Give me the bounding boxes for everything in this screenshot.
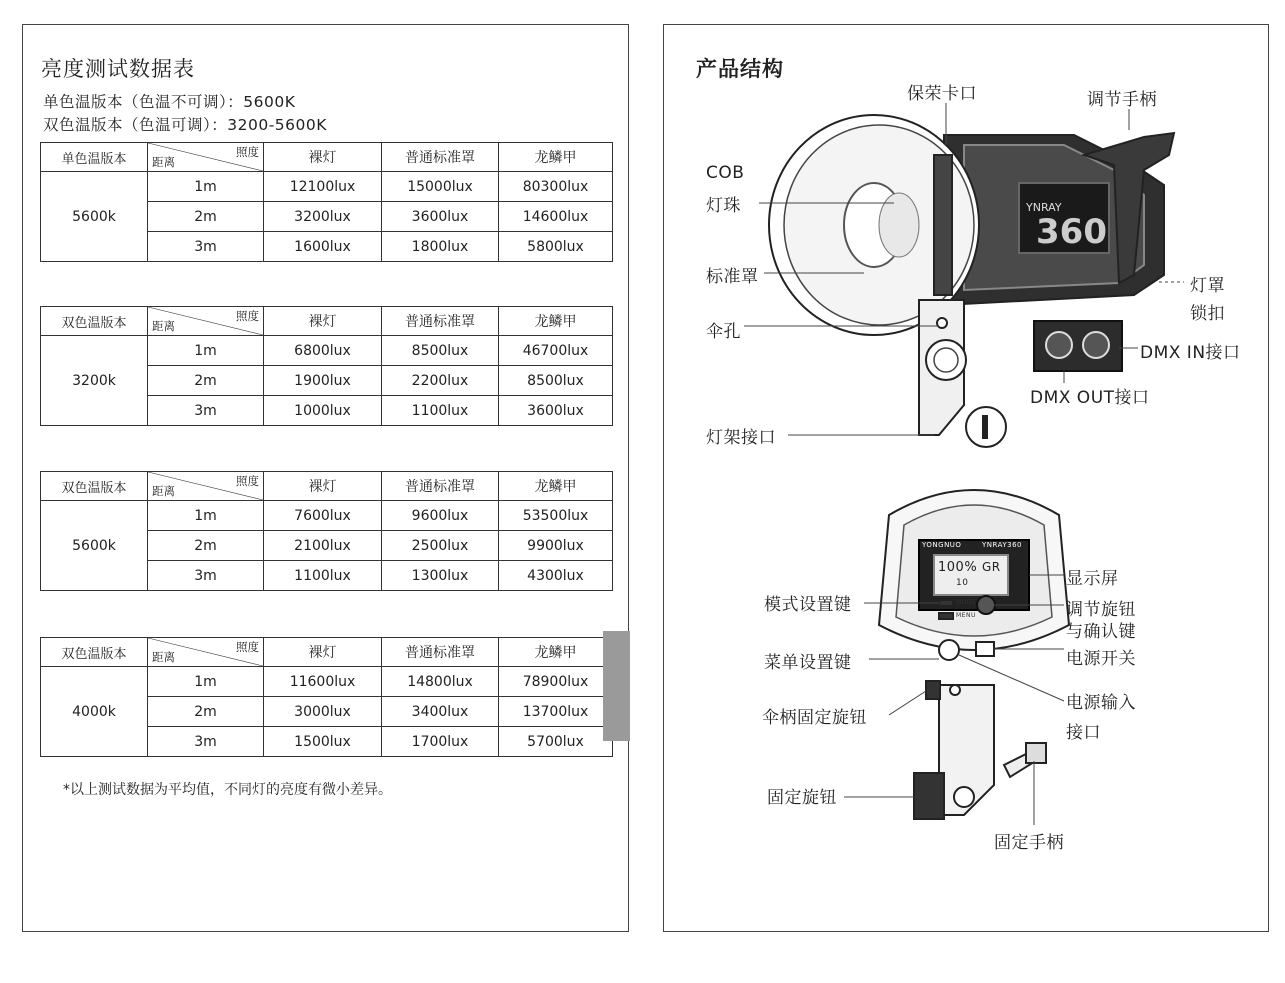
single-temp-note: 单色温版本（色温不可调）：5600K — [43, 93, 296, 111]
col-header-bare: 裸灯 — [264, 143, 382, 172]
distance-cell: 3m — [148, 561, 264, 591]
distance-cell: 1m — [148, 501, 264, 531]
label-handle: 调节手柄 — [1087, 90, 1157, 110]
adjust-knob — [977, 596, 995, 614]
col-header-standard: 普通标准罩 — [382, 307, 499, 336]
distance-cell: 2m — [148, 202, 264, 232]
scale-lux-cell: 46700lux — [499, 336, 613, 366]
bare-lux-cell: 12100lux — [264, 172, 382, 202]
standard-lux-cell: 1100lux — [382, 396, 499, 426]
illuminance-label: 照度 — [236, 640, 259, 654]
diagonal-header — [148, 143, 264, 172]
screen-percent: 100% — [938, 560, 978, 575]
illuminance-label: 照度 — [236, 145, 259, 159]
diagonal-header — [148, 307, 264, 336]
label-cob-2: 灯珠 — [706, 196, 741, 216]
product-structure-diagram — [664, 25, 1270, 933]
table-row — [41, 336, 613, 366]
standard-lux-cell: 1300lux — [382, 561, 499, 591]
standard-lux-cell: 2500lux — [382, 531, 499, 561]
dual-temp-note: 双色温版本（色温可调）：3200-5600K — [43, 116, 327, 134]
right-page — [663, 24, 1269, 932]
bare-lux-cell: 6800lux — [264, 336, 382, 366]
label-power-input-1: 电源输入 — [1066, 693, 1136, 713]
illuminance-label: 照度 — [236, 309, 259, 323]
bare-lux-cell: 1100lux — [264, 561, 382, 591]
standard-lux-cell: 1800lux — [382, 232, 499, 262]
standard-lux-cell: 3400lux — [382, 697, 499, 727]
temperature-cell: 5600k — [41, 501, 148, 591]
power-switch — [976, 642, 994, 656]
mode-key — [939, 600, 953, 606]
scale-lux-cell: 5800lux — [499, 232, 613, 262]
standard-lux-cell: 14800lux — [382, 667, 499, 697]
brightness-table — [40, 471, 613, 591]
page-side-tab — [603, 631, 630, 741]
version-cell: 双色温版本 — [41, 638, 148, 667]
bare-lux-cell: 1000lux — [264, 396, 382, 426]
distance-label: 距离 — [152, 319, 175, 333]
mode-key-text: MODE — [956, 599, 977, 606]
col-header-scale: 龙鳞甲 — [499, 143, 613, 172]
label-stand-mount: 灯架接口 — [706, 428, 776, 448]
col-header-standard: 普通标准罩 — [382, 143, 499, 172]
distance-cell: 2m — [148, 366, 264, 396]
standard-lux-cell: 8500lux — [382, 336, 499, 366]
label-power-input-2: 接口 — [1066, 723, 1101, 743]
bare-lux-cell: 1500lux — [264, 727, 382, 757]
distance-label: 距离 — [152, 484, 175, 498]
col-header-scale: 龙鳞甲 — [499, 307, 613, 336]
bare-lux-cell: 1900lux — [264, 366, 382, 396]
bare-lux-cell: 7600lux — [264, 501, 382, 531]
label-knob-2: 与确认键 — [1066, 622, 1136, 642]
brightness-table — [40, 142, 613, 262]
table-row — [41, 172, 613, 202]
standard-lux-cell: 3600lux — [382, 202, 499, 232]
label-dmx-out: DMX OUT接口 — [1030, 388, 1150, 408]
table-row — [41, 501, 613, 531]
diagonal-header — [148, 472, 264, 501]
umbrella-lock-knob — [926, 681, 940, 699]
illuminance-label: 照度 — [236, 474, 259, 488]
standard-lux-cell: 15000lux — [382, 172, 499, 202]
distance-cell: 1m — [148, 172, 264, 202]
scale-lux-cell: 3600lux — [499, 396, 613, 426]
label-power-switch: 电源开关 — [1066, 649, 1136, 669]
left-page — [22, 24, 629, 932]
col-header-standard: 普通标准罩 — [382, 638, 499, 667]
col-header-bare: 裸灯 — [264, 638, 382, 667]
label-umbrella-hole: 伞孔 — [706, 322, 741, 342]
standard-lux-cell: 2200lux — [382, 366, 499, 396]
standard-lux-cell: 9600lux — [382, 501, 499, 531]
table-row — [41, 667, 613, 697]
label-cob-1: COB — [706, 163, 745, 183]
standard-lux-cell: 1700lux — [382, 727, 499, 757]
version-cell: 双色温版本 — [41, 472, 148, 501]
svg-text:YNRAY: YNRAY — [1026, 201, 1062, 214]
brightness-table — [40, 637, 613, 757]
temperature-cell: 5600k — [41, 172, 148, 262]
menu-key — [939, 613, 953, 619]
svg-text:360: 360 — [1036, 212, 1107, 252]
col-header-bare: 裸灯 — [264, 307, 382, 336]
distance-cell: 1m — [148, 336, 264, 366]
col-header-standard: 普通标准罩 — [382, 472, 499, 501]
fixing-knob — [914, 773, 944, 819]
bare-lux-cell: 3200lux — [264, 202, 382, 232]
footnote: *以上测试数据为平均值，不同灯的亮度有微小差异。 — [63, 782, 392, 798]
label-knob-1: 调节旋钮 — [1066, 600, 1136, 620]
distance-cell: 2m — [148, 697, 264, 727]
label-bowens: 保荣卡口 — [907, 84, 977, 104]
bare-lux-cell: 3000lux — [264, 697, 382, 727]
label-reflector: 标准罩 — [706, 267, 759, 287]
col-header-bare: 裸灯 — [264, 472, 382, 501]
brightness-table — [40, 306, 613, 426]
label-menu-key: 菜单设置键 — [764, 653, 852, 673]
screen-mode: GR — [982, 560, 1001, 574]
scale-lux-cell: 53500lux — [499, 501, 613, 531]
temperature-cell: 4000k — [41, 667, 148, 757]
col-header-scale: 龙鳞甲 — [499, 638, 613, 667]
screen-model: YNRAY360 — [982, 541, 1022, 549]
menu-key-text: MENU — [956, 612, 976, 619]
label-dmx-in: DMX IN接口 — [1140, 343, 1241, 363]
bare-lux-cell: 1600lux — [264, 232, 382, 262]
scale-lux-cell: 80300lux — [499, 172, 613, 202]
version-cell: 双色温版本 — [41, 307, 148, 336]
scale-lux-cell: 8500lux — [499, 366, 613, 396]
page-title: 亮度测试数据表 — [41, 57, 195, 81]
scale-lux-cell: 78900lux — [499, 667, 613, 697]
label-umbrella-knob: 伞柄固定旋钮 — [762, 708, 867, 728]
diagonal-header — [148, 638, 264, 667]
distance-cell: 2m — [148, 531, 264, 561]
scale-lux-cell: 5700lux — [499, 727, 613, 757]
distance-cell: 3m — [148, 232, 264, 262]
label-fix-knob: 固定旋钮 — [767, 788, 837, 808]
bare-lux-cell: 11600lux — [264, 667, 382, 697]
distance-label: 距离 — [152, 155, 175, 169]
scale-lux-cell: 13700lux — [499, 697, 613, 727]
scale-lux-cell: 4300lux — [499, 561, 613, 591]
label-shade-lock-1: 灯罩 — [1190, 276, 1225, 296]
distance-cell: 1m — [148, 667, 264, 697]
temperature-cell: 3200k — [41, 336, 148, 426]
distance-label: 距离 — [152, 650, 175, 664]
bare-lux-cell: 2100lux — [264, 531, 382, 561]
distance-cell: 3m — [148, 727, 264, 757]
screen-value: 10 — [956, 578, 969, 588]
label-display: 显示屏 — [1066, 569, 1119, 589]
version-cell: 单色温版本 — [41, 143, 148, 172]
label-shade-lock-2: 锁扣 — [1190, 304, 1225, 324]
structure-title: 产品结构 — [696, 57, 784, 81]
distance-cell: 3m — [148, 396, 264, 426]
power-input — [939, 640, 959, 660]
screen-brand: YONGNUO — [922, 541, 962, 549]
scale-lux-cell: 9900lux — [499, 531, 613, 561]
scale-lux-cell: 14600lux — [499, 202, 613, 232]
label-mode-key: 模式设置键 — [764, 595, 852, 615]
col-header-scale: 龙鳞甲 — [499, 472, 613, 501]
label-fix-handle: 固定手柄 — [994, 833, 1064, 853]
